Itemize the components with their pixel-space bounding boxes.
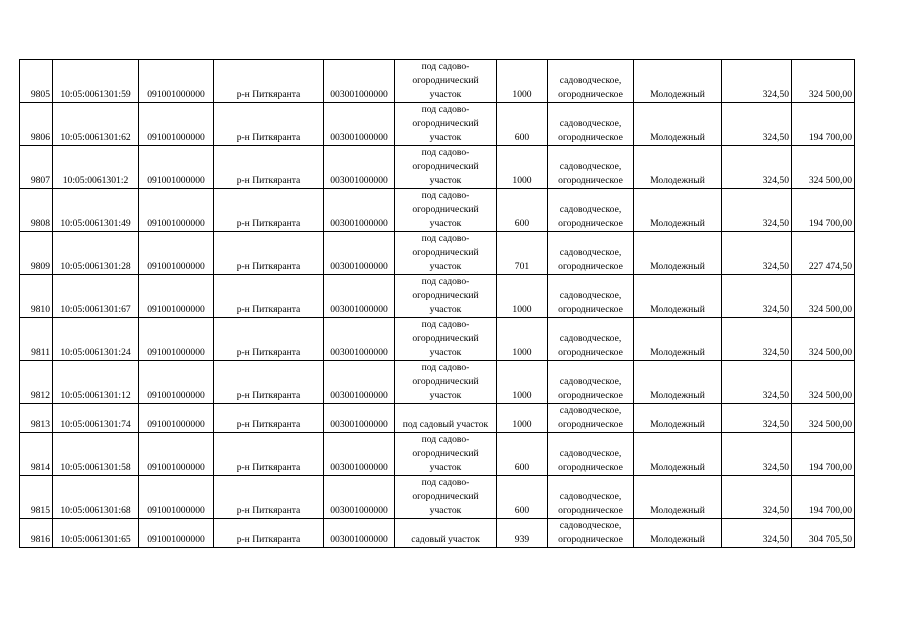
row-number: 9809 [20,232,53,275]
cadastral-number: 10:05:0061301:67 [53,275,139,318]
district: р-н Питкяранта [214,275,324,318]
cadastral-value: 194 700,00 [792,189,855,232]
cadastral-number: 10:05:0061301:58 [53,433,139,476]
district: р-н Питкяранта [214,433,324,476]
rate: 324,50 [722,232,792,275]
table-row [20,318,855,361]
table-row [20,361,855,404]
area: 939 [497,519,548,548]
settlement: Молодежный [634,60,722,103]
cadastral-number: 10:05:0061301:62 [53,103,139,146]
settlement: Молодежный [634,103,722,146]
cadastral-value: 324 500,00 [792,146,855,189]
settlement: Молодежный [634,361,722,404]
cadastral-value: 324 500,00 [792,361,855,404]
area: 600 [497,103,548,146]
settlement: Молодежный [634,232,722,275]
permitted-use: под садово-огороднический участок [395,103,497,146]
permitted-use: под садово-огороднический участок [395,361,497,404]
settlement: Молодежный [634,404,722,433]
permitted-use: под садово-огороднический участок [395,433,497,476]
area: 600 [497,433,548,476]
okato-code: 091001000000 [139,189,214,232]
land-category: садоводческое, огородническое [548,361,634,404]
rate: 324,50 [722,318,792,361]
land-category: садоводческое, огородническое [548,404,634,433]
area: 1000 [497,60,548,103]
row-number: 9806 [20,103,53,146]
settlement: Молодежный [634,146,722,189]
district: р-н Питкяранта [214,146,324,189]
settlement: Молодежный [634,318,722,361]
rate: 324,50 [722,476,792,519]
district: р-н Питкяранта [214,361,324,404]
category-code: 003001000000 [324,404,395,433]
area: 600 [497,476,548,519]
rate: 324,50 [722,433,792,476]
row-number: 9805 [20,60,53,103]
okato-code: 091001000000 [139,103,214,146]
table-row [20,103,855,146]
row-number: 9808 [20,189,53,232]
settlement: Молодежный [634,433,722,476]
rate: 324,50 [722,361,792,404]
category-code: 003001000000 [324,146,395,189]
cadastral-number: 10:05:0061301:65 [53,519,139,548]
settlement: Молодежный [634,275,722,318]
permitted-use: садовый участок [395,519,497,548]
land-category: садоводческое, огородническое [548,146,634,189]
district: р-н Питкяранта [214,232,324,275]
table-row [20,404,855,433]
cadastral-value: 324 500,00 [792,275,855,318]
area: 1000 [497,404,548,433]
category-code: 003001000000 [324,519,395,548]
permitted-use: под садово-огороднический участок [395,189,497,232]
cadastral-number: 10:05:0061301:2 [53,146,139,189]
land-category: садоводческое, огородническое [548,275,634,318]
table-row [20,519,855,548]
land-category: садоводческое, огородническое [548,519,634,548]
category-code: 003001000000 [324,103,395,146]
cadastral-number: 10:05:0061301:49 [53,189,139,232]
rate: 324,50 [722,103,792,146]
permitted-use: под садово-огороднический участок [395,232,497,275]
settlement: Молодежный [634,189,722,232]
table-row [20,476,855,519]
land-category: садоводческое, огородническое [548,318,634,361]
rate: 324,50 [722,275,792,318]
land-category: садоводческое, огородническое [548,60,634,103]
cadastral-number: 10:05:0061301:12 [53,361,139,404]
permitted-use: под садово-огороднический участок [395,60,497,103]
category-code: 003001000000 [324,275,395,318]
table-row [20,146,855,189]
row-number: 9810 [20,275,53,318]
cadastral-value: 227 474,50 [792,232,855,275]
category-code: 003001000000 [324,433,395,476]
district: р-н Питкяранта [214,318,324,361]
district: р-н Питкяранта [214,60,324,103]
cadastral-number: 10:05:0061301:74 [53,404,139,433]
area: 1000 [497,318,548,361]
okato-code: 091001000000 [139,60,214,103]
category-code: 003001000000 [324,361,395,404]
okato-code: 091001000000 [139,433,214,476]
category-code: 003001000000 [324,318,395,361]
rate: 324,50 [722,60,792,103]
land-category: садоводческое, огородническое [548,189,634,232]
area: 1000 [497,275,548,318]
district: р-н Питкяранта [214,476,324,519]
rate: 324,50 [722,404,792,433]
land-registry-table [19,59,855,548]
row-number: 9816 [20,519,53,548]
cadastral-value: 324 500,00 [792,60,855,103]
permitted-use: под садово-огороднический участок [395,146,497,189]
settlement: Молодежный [634,476,722,519]
cadastral-number: 10:05:0061301:24 [53,318,139,361]
settlement: Молодежный [634,519,722,548]
district: р-н Питкяранта [214,103,324,146]
category-code: 003001000000 [324,476,395,519]
table-row [20,189,855,232]
okato-code: 091001000000 [139,232,214,275]
area: 1000 [497,146,548,189]
land-category: садоводческое, огородническое [548,433,634,476]
area: 701 [497,232,548,275]
table-row [20,60,855,103]
row-number: 9815 [20,476,53,519]
table-row [20,433,855,476]
cadastral-number: 10:05:0061301:28 [53,232,139,275]
permitted-use: под садовый участок [395,404,497,433]
row-number: 9814 [20,433,53,476]
rate: 324,50 [722,519,792,548]
cadastral-value: 304 705,50 [792,519,855,548]
okato-code: 091001000000 [139,275,214,318]
district: р-н Питкяранта [214,404,324,433]
district: р-н Питкяранта [214,189,324,232]
rate: 324,50 [722,146,792,189]
table-row [20,232,855,275]
okato-code: 091001000000 [139,318,214,361]
okato-code: 091001000000 [139,361,214,404]
cadastral-value: 324 500,00 [792,404,855,433]
row-number: 9812 [20,361,53,404]
area: 1000 [497,361,548,404]
rate: 324,50 [722,189,792,232]
table-row [20,275,855,318]
cadastral-value: 194 700,00 [792,103,855,146]
row-number: 9807 [20,146,53,189]
cadastral-value: 194 700,00 [792,433,855,476]
permitted-use: под садово-огороднический участок [395,275,497,318]
row-number: 9811 [20,318,53,361]
cadastral-value: 194 700,00 [792,476,855,519]
cadastral-number: 10:05:0061301:59 [53,60,139,103]
permitted-use: под садово-огороднический участок [395,318,497,361]
permitted-use: под садово-огороднический участок [395,476,497,519]
land-category: садоводческое, огородническое [548,476,634,519]
category-code: 003001000000 [324,189,395,232]
row-number: 9813 [20,404,53,433]
category-code: 003001000000 [324,232,395,275]
okato-code: 091001000000 [139,519,214,548]
cadastral-value: 324 500,00 [792,318,855,361]
district: р-н Питкяранта [214,519,324,548]
land-category: садоводческое, огородническое [548,103,634,146]
category-code: 003001000000 [324,60,395,103]
area: 600 [497,189,548,232]
okato-code: 091001000000 [139,476,214,519]
okato-code: 091001000000 [139,404,214,433]
okato-code: 091001000000 [139,146,214,189]
cadastral-number: 10:05:0061301:68 [53,476,139,519]
land-category: садоводческое, огородническое [548,232,634,275]
